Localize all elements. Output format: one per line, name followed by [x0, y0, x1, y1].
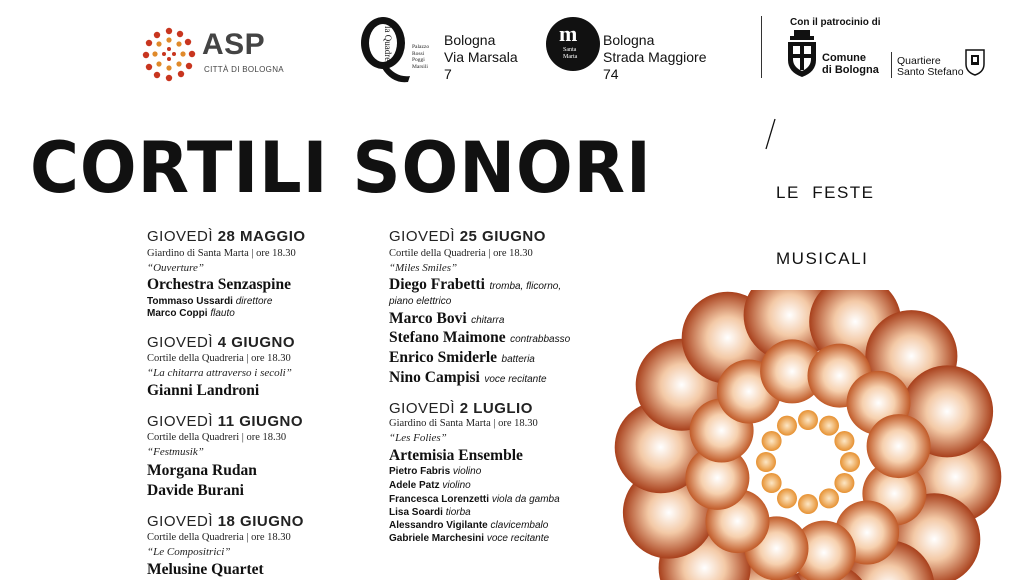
event-venue: Giardino di Santa Marta | ore 18.30 — [389, 418, 538, 429]
event-performer: Nino Campisi — [389, 369, 480, 386]
event-performer-row — [389, 310, 504, 328]
flower-petal — [867, 414, 931, 478]
tagline-slash — [764, 118, 776, 150]
event-date — [147, 334, 295, 351]
event-performer-row — [389, 329, 570, 347]
event-date-value: 28 MAGGIO — [217, 228, 306, 245]
santa-marta-number: 74 — [603, 66, 619, 82]
flower-dot — [834, 431, 854, 451]
quadreria-number: 7 — [444, 66, 452, 82]
santa-marta-address — [603, 32, 707, 83]
performer-role: tromba, flicorno, — [489, 281, 562, 292]
event-date-value: 18 GIUGNO — [217, 513, 304, 530]
event-day: GIOVEDÌ — [147, 513, 214, 530]
flower-dot — [777, 416, 797, 436]
event-member: Alessandro Vigilante clavicembalo — [389, 520, 549, 531]
flower-dot — [798, 494, 818, 514]
santa-marta-street: Strada Maggiore — [603, 49, 707, 65]
asp-subtitle: CITTÀ DI BOLOGNA — [204, 65, 284, 74]
event-member: Marco Coppi flauto — [147, 308, 235, 319]
event-date — [147, 413, 303, 430]
event-performer: Stefano Maimone — [389, 329, 506, 346]
event-member: Lisa Soardi tiorba — [389, 507, 471, 518]
quadreria-street: Via Marsala — [444, 49, 518, 65]
event-performer: Melusine Quartet — [147, 561, 264, 578]
quartiere-text: Quartiere Santo Stefano — [897, 55, 964, 78]
comune-text: Comune di Bologna — [822, 52, 879, 76]
event-day: GIOVEDÌ — [147, 334, 214, 351]
patronage-divider — [761, 16, 762, 78]
event-member: Francesca Lorenzetti viola da gamba — [389, 494, 560, 505]
event-date-value: 25 GIUGNO — [459, 228, 546, 245]
asp-title: ASP — [202, 28, 266, 61]
flower-dot — [834, 473, 854, 493]
event-performer: Orchestra Senzaspine — [147, 276, 291, 293]
santa-marta-city: Bologna — [603, 32, 655, 48]
event-program: “Festmusik” — [147, 446, 204, 458]
event-performer: Marco Bovi — [389, 310, 467, 327]
event-performer-row — [389, 276, 561, 294]
asp-logo — [140, 26, 284, 82]
asp-flower-icon — [140, 26, 198, 84]
event-date — [389, 228, 546, 245]
flower-dot — [840, 452, 860, 472]
event-date — [389, 400, 533, 417]
santa-marta-logo-text: Santa Marta — [563, 47, 578, 60]
tagline-line: MUSICALI — [776, 249, 869, 268]
quadreria-city: Bologna — [444, 32, 496, 48]
flower-dot — [819, 488, 839, 508]
performer-role: voce recitante — [484, 374, 547, 385]
quadreria-logo — [360, 16, 440, 86]
event-date-value: 11 GIUGNO — [217, 413, 304, 430]
flower-dot — [777, 488, 797, 508]
performer-role: chitarra — [471, 315, 505, 326]
performer-role: contrabbasso — [510, 334, 571, 345]
event-venue: Cortile della Quadreria | ore 18.30 — [389, 248, 533, 259]
event-venue: Giardino di Santa Marta | ore 18.30 — [147, 248, 296, 259]
performer-role: batteria — [501, 354, 535, 365]
event-venue: Cortile della Quadreri | ore 18.30 — [147, 432, 287, 443]
event-day: GIOVEDÌ — [147, 413, 214, 430]
flower-dot — [798, 410, 818, 430]
event-date-value: 2 LUGLIO — [459, 400, 533, 417]
event-day: GIOVEDÌ — [147, 228, 214, 245]
event-performer-row — [389, 349, 535, 367]
event-program: “Miles Smiles” — [389, 262, 458, 274]
flower-dot — [762, 473, 782, 493]
quartiere-divider — [891, 52, 892, 78]
event-performer: Gianni Landroni — [147, 382, 260, 399]
quadreria-logo-text: la Quadreria — [383, 26, 393, 71]
event-performer: Enrico Smiderle — [389, 349, 498, 366]
event-venue: Cortile della Quadreria | ore 18.30 — [147, 353, 291, 364]
event-performer-row — [389, 369, 547, 387]
flower-dot — [756, 452, 776, 472]
flower-graphic — [600, 290, 1021, 580]
event-program: “La chitarra attraverso i secoli” — [147, 367, 292, 379]
event-day: GIOVEDÌ — [389, 400, 456, 417]
patronage-label: Con il patrocinio di — [790, 17, 881, 28]
event-member: Gabriele Marchesini voce recitante — [389, 533, 550, 544]
santa-marta-monogram: m — [559, 21, 578, 46]
event-member: Tommaso Ussardi direttore — [147, 296, 273, 307]
quadreria-side-text: Palazzo Rossi Poggi Marsili — [412, 44, 430, 70]
quadreria-address — [444, 32, 518, 83]
event-venue: Cortile della Quadreria | ore 18.30 — [147, 532, 291, 543]
quartiere-crest-icon — [964, 48, 986, 76]
event-performer: Artemisia Ensemble — [389, 447, 523, 464]
event-performer: Diego Frabetti — [389, 276, 485, 293]
event-date — [147, 228, 306, 245]
event-day: GIOVEDÌ — [389, 228, 456, 245]
event-performer: Davide Burani — [147, 482, 244, 499]
event-date-value: 4 GIUGNO — [217, 334, 296, 351]
event-date — [147, 513, 304, 530]
performer-role: piano elettrico — [389, 296, 452, 307]
event-program: “Le Compositrici” — [147, 546, 231, 558]
event-program: “Les Folies” — [389, 432, 447, 444]
comune-crest-icon — [784, 30, 820, 78]
event-member: Pietro Fabris violino — [389, 466, 482, 477]
event-performer: Morgana Rudan — [147, 462, 257, 479]
main-title: CORTILI SONORI — [30, 127, 652, 209]
tagline-line: LE FESTE — [776, 183, 875, 202]
santa-marta-logo — [546, 17, 600, 71]
flower-dot — [762, 431, 782, 451]
flower-dot — [819, 416, 839, 436]
event-member: Adele Patz violino — [389, 480, 471, 491]
event-program: “Ouverture” — [147, 262, 205, 274]
